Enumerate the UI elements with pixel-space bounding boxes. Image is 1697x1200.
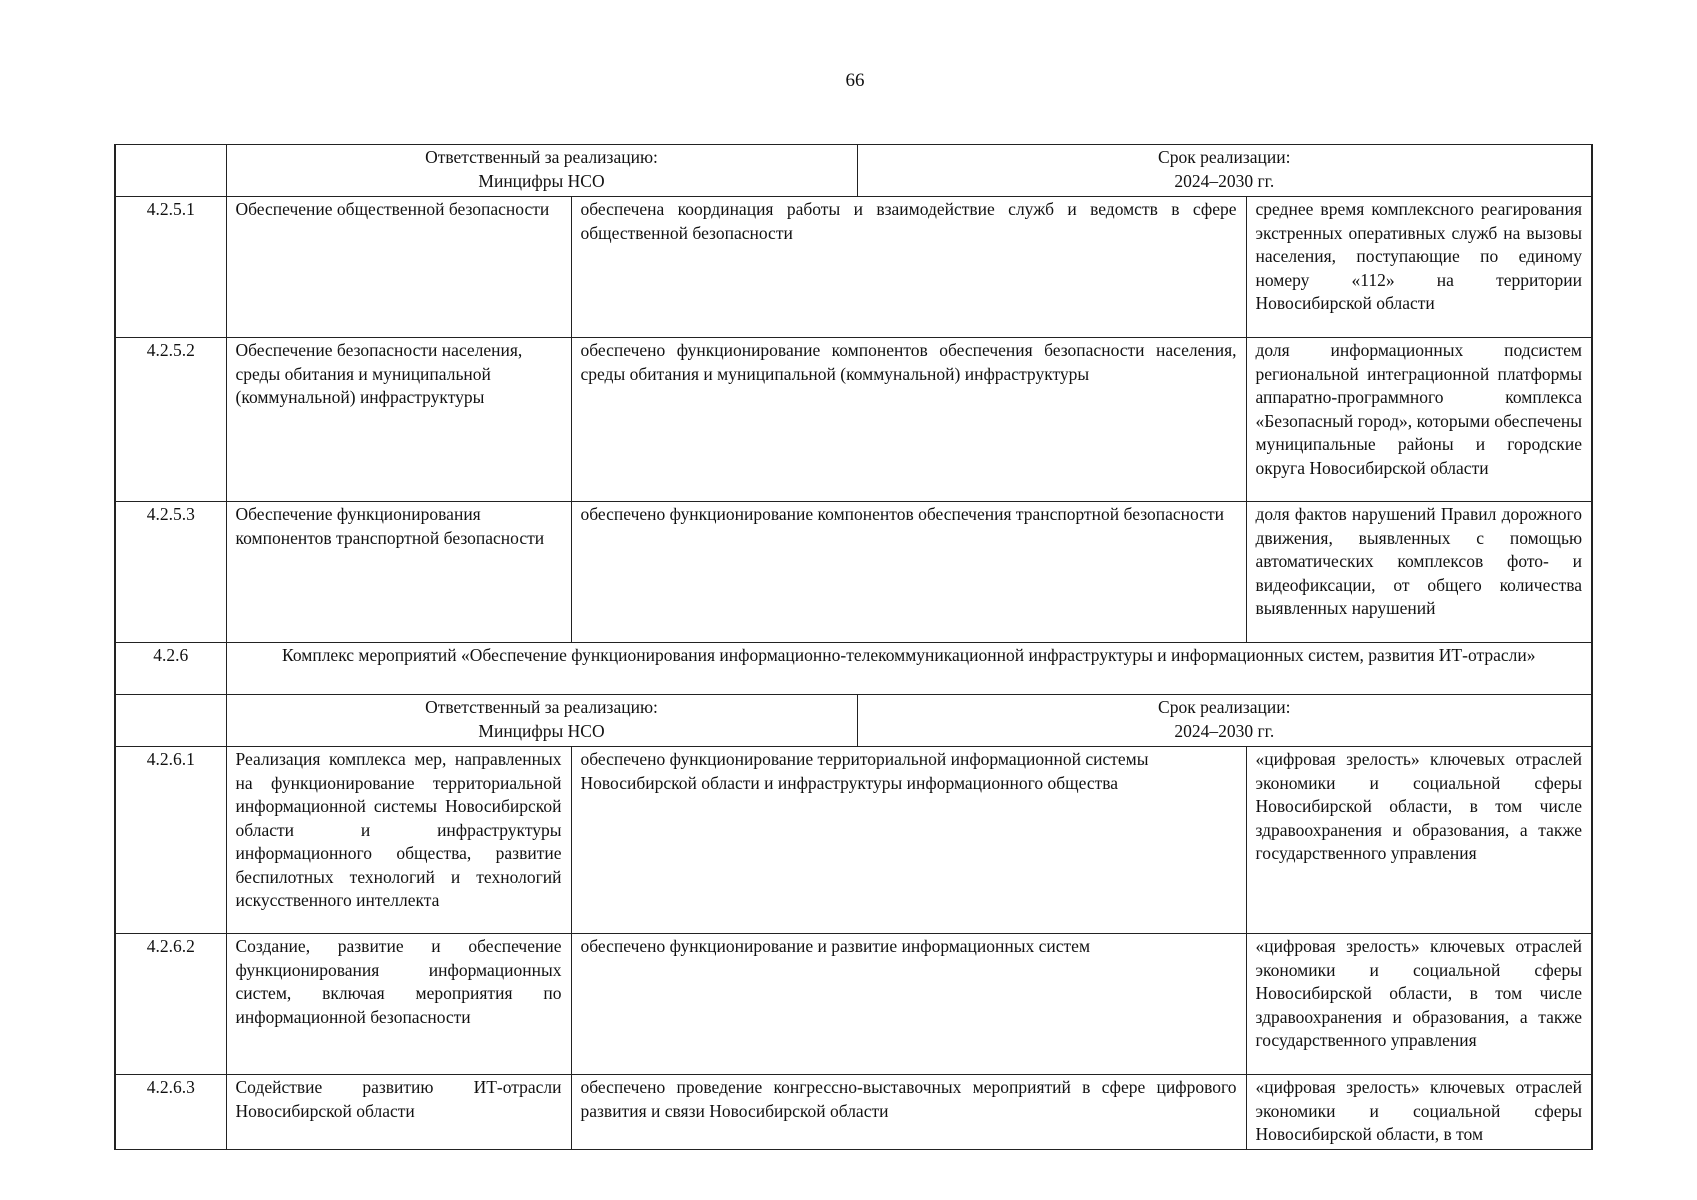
section-title: Комплекс мероприятий «Обеспечение функционирования информационно-телекоммуникационной инфраструктуры и информационных систем, развития ИТ-отрасли»: [226, 643, 1592, 695]
table-row: [115, 197, 1592, 338]
responsible-cell: [226, 145, 857, 197]
indicator-cell: среднее время комплексного реагирования экстренных оперативных служб на вызовы населения, поступающие по единому номеру «112» на территории Новосибирской области: [1246, 197, 1592, 338]
term-label: Срок реализации:: [1158, 697, 1291, 717]
header-empty-cell: [115, 695, 226, 747]
indicator-cell: доля фактов нарушений Правил дорожного движения, выявленных с помощью автоматических комплексов фото- и видеофиксации, от общего количества выявленных нарушений: [1246, 502, 1592, 643]
section-row: [115, 643, 1592, 695]
task-cell: Содействие развитию ИТ-отрасли Новосибирской области: [226, 1075, 571, 1150]
indicator-cell: «цифровая зрелость» ключевых отраслей экономики и социальной сферы Новосибирской области, в том: [1246, 1075, 1592, 1150]
responsible-value: Минцифры НСО: [478, 720, 605, 741]
page-number: 66: [845, 70, 865, 91]
result-cell: обеспечено функционирование территориальной информационной системы Новосибирской области и инфраструктуры информационного общества: [571, 747, 1246, 934]
task-cell: Создание, развитие и обеспечение функционирования информационных систем, включая мероприятия по информационной безопасности: [226, 934, 571, 1075]
result-cell: обеспечено функционирование компонентов обеспечения безопасности населения, среды обитания и муниципальной (коммунальной) инфраструктуры: [571, 338, 1246, 502]
term-value: 2024–2030 гг.: [1174, 170, 1275, 191]
result-cell: обеспечено функционирование компонентов обеспечения транспортной безопасности: [571, 502, 1246, 643]
table-row: [115, 338, 1592, 502]
task-cell: Обеспечение общественной безопасности: [226, 197, 571, 338]
row-number: 4.2.5.1: [115, 197, 226, 338]
task-cell: Обеспечение безопасности населения, среды обитания и муниципальной (коммунальной) инфраструктуры: [226, 338, 571, 502]
table-row: [115, 747, 1592, 934]
header-row: [115, 695, 1592, 747]
responsible-cell: [226, 695, 857, 747]
term-cell: [857, 145, 1592, 197]
task-cell: Обеспечение функционирования компонентов транспортной безопасности: [226, 502, 571, 643]
responsible-label: Ответственный за реализацию:: [425, 697, 658, 717]
section-number: 4.2.6: [115, 643, 226, 695]
indicator-cell: доля информационных подсистем региональной интеграционной платформы аппаратно-программного комплекса «Безопасный город», которыми обеспечены муниципальные районы и городские округа Новосибирской области: [1246, 338, 1592, 502]
header-empty-cell: [115, 145, 226, 197]
result-cell: обеспечено функционирование и развитие информационных систем: [571, 934, 1246, 1075]
table-row: [115, 502, 1592, 643]
result-cell: обеспечено проведение конгрессно-выставочных мероприятий в сфере цифрового развития и связи Новосибирской области: [571, 1075, 1246, 1150]
responsible-label: Ответственный за реализацию:: [425, 147, 658, 167]
program-table: [114, 144, 1593, 1150]
result-cell: обеспечена координация работы и взаимодействие служб и ведомств в сфере общественной безопасности: [571, 197, 1246, 338]
indicator-cell: «цифровая зрелость» ключевых отраслей экономики и социальной сферы Новосибирской области, в том числе здравоохранения и образования, а также государственного управления: [1246, 934, 1592, 1075]
task-cell: Реализация комплекса мер, направленных на функционирование территориальной информационной системы Новосибирской области и инфраструктуры информационного общества, развитие беспилотных технологий и технологий искусственного интеллекта: [226, 747, 571, 934]
row-number: 4.2.6.2: [115, 934, 226, 1075]
row-number: 4.2.6.1: [115, 747, 226, 934]
row-number: 4.2.5.3: [115, 502, 226, 643]
table-row: [115, 1075, 1592, 1150]
table-row: [115, 934, 1592, 1075]
row-number: 4.2.6.3: [115, 1075, 226, 1150]
term-value: 2024–2030 гг.: [1174, 720, 1275, 741]
row-number: 4.2.5.2: [115, 338, 226, 502]
term-cell: [857, 695, 1592, 747]
header-row: [115, 145, 1592, 197]
responsible-value: Минцифры НСО: [478, 170, 605, 191]
indicator-cell: «цифровая зрелость» ключевых отраслей экономики и социальной сферы Новосибирской области, в том числе здравоохранения и образования, а также государственного управления: [1246, 747, 1592, 934]
term-label: Срок реализации:: [1158, 147, 1291, 167]
